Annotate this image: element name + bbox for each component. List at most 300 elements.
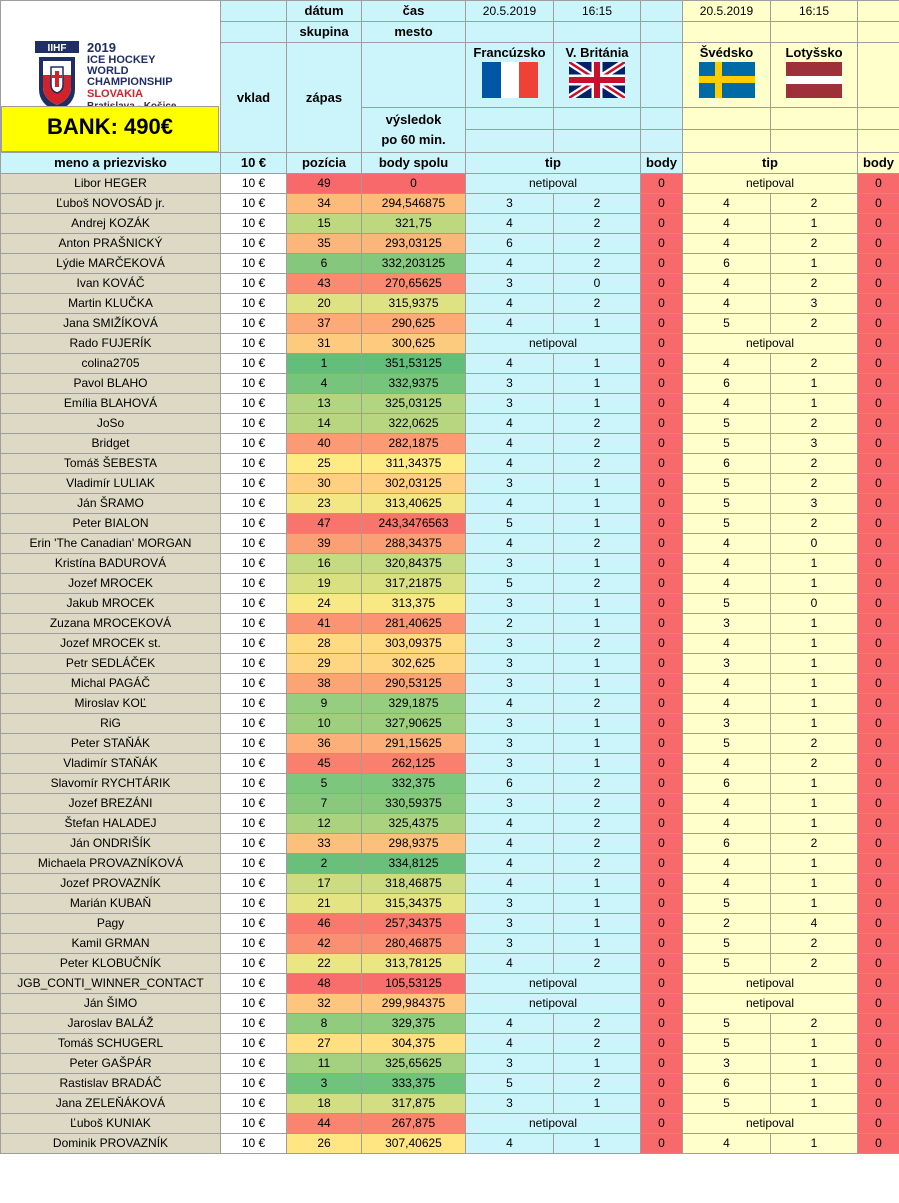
game1-tip-home: 4 (466, 214, 554, 234)
game2-tip-away: 1 (771, 374, 858, 394)
game2-tip-away: 1 (771, 1094, 858, 1114)
game1-tip-away: 2 (554, 794, 641, 814)
table-row (1, 474, 899, 494)
game1-tip-home: 4 (466, 314, 554, 334)
game2-tip-home: 4 (683, 694, 771, 714)
stake-cell: 10 € (221, 994, 287, 1014)
game1-points: 0 (641, 254, 683, 274)
total-points-cell: 321,75 (362, 214, 466, 234)
table-row (1, 494, 899, 514)
game1-tip-home: 3 (466, 934, 554, 954)
spacer (554, 129, 641, 152)
game2-points: 0 (858, 234, 899, 254)
game1-tip-home: 3 (466, 274, 554, 294)
position-cell: 48 (287, 974, 362, 994)
total-points-cell: 332,375 (362, 774, 466, 794)
game2-tip-away: 1 (771, 574, 858, 594)
position-cell: 20 (287, 294, 362, 314)
game1-tip-home: 4 (466, 254, 554, 274)
game2-tip-away: 3 (771, 294, 858, 314)
game1-points: 0 (641, 814, 683, 834)
game2-home-label: Švédsko (699, 45, 754, 60)
game2-tip-away: 1 (771, 394, 858, 414)
game1-tip-home: 3 (466, 474, 554, 494)
game2-points: 0 (858, 634, 899, 654)
game2-time: 16:15 (771, 1, 858, 22)
game2-points: 0 (858, 174, 899, 194)
participant-name: Petr SEDLÁČEK (1, 654, 221, 674)
stake-cell: 10 € (221, 474, 287, 494)
total-points-cell: 243,3476563 (362, 514, 466, 534)
participant-name: Libor HEGER (1, 174, 221, 194)
game2-blank (858, 1, 899, 22)
position-cell: 45 (287, 754, 362, 774)
game2-points: 0 (858, 1034, 899, 1054)
table-row (1, 674, 899, 694)
game1-tip-away: 2 (554, 534, 641, 554)
table-row (1, 734, 899, 754)
game1-tip-away: 2 (554, 774, 641, 794)
total-points-cell: 320,84375 (362, 554, 466, 574)
total-points-cell: 315,9375 (362, 294, 466, 314)
game1-tip-away: 1 (554, 894, 641, 914)
table-row (1, 214, 899, 234)
latvia-flag-icon (786, 62, 842, 98)
game1-points: 0 (641, 234, 683, 254)
total-points-cell: 294,546875 (362, 194, 466, 214)
participant-name: Tomáš SCHUGERL (1, 1034, 221, 1054)
participant-name: Jozef MROCEK st. (1, 634, 221, 654)
game2-tip-home: 4 (683, 194, 771, 214)
position-cell: 2 (287, 854, 362, 874)
table-row (1, 294, 899, 314)
stake-cell: 10 € (221, 674, 287, 694)
stake-cell: 10 € (221, 894, 287, 914)
game2-tip-away: 2 (771, 354, 858, 374)
table-row (1, 894, 899, 914)
total-points-cell: 325,03125 (362, 394, 466, 414)
game2-tip-home: 2 (683, 914, 771, 934)
game1-tip-away: 1 (554, 754, 641, 774)
game1-points: 0 (641, 434, 683, 454)
participant-name: Ján ŠIMO (1, 994, 221, 1014)
position-cell: 36 (287, 734, 362, 754)
game2-tip-away: 0 (771, 534, 858, 554)
total-points-cell: 333,375 (362, 1074, 466, 1094)
game1-points: 0 (641, 994, 683, 1014)
total-points-cell: 317,21875 (362, 574, 466, 594)
game2-points: 0 (858, 334, 899, 354)
game1-tip-home: 5 (466, 574, 554, 594)
table-row (1, 634, 899, 654)
game2-points: 0 (858, 574, 899, 594)
participant-name: Bridget (1, 434, 221, 454)
stake-cell: 10 € (221, 874, 287, 894)
position-cell: 31 (287, 334, 362, 354)
game1-points: 0 (641, 1054, 683, 1074)
participant-name: Ivan KOVÁČ (1, 274, 221, 294)
header-pozicia: pozícia (287, 153, 362, 174)
game1-tip-away: 2 (554, 694, 641, 714)
position-cell: 14 (287, 414, 362, 434)
game2-points: 0 (858, 534, 899, 554)
total-points-cell: 313,78125 (362, 954, 466, 974)
game2-result-home (683, 108, 771, 130)
participant-name: Peter STAŇÁK (1, 734, 221, 754)
position-cell: 18 (287, 1094, 362, 1114)
participant-name: Jana ZELEŇÁKOVÁ (1, 1094, 221, 1114)
stake-cell: 10 € (221, 714, 287, 734)
game2-points: 0 (858, 274, 899, 294)
game1-result-home (466, 108, 554, 130)
position-cell: 22 (287, 954, 362, 974)
table-row (1, 574, 899, 594)
game2-tip-away: 1 (771, 634, 858, 654)
game1-tip-home: 3 (466, 1054, 554, 1074)
game1-tip-home: 3 (466, 794, 554, 814)
participant-name: Martin KLUČKA (1, 294, 221, 314)
game2-home-team (683, 43, 771, 108)
game1-points: 0 (641, 754, 683, 774)
game2-tip-away: 1 (771, 614, 858, 634)
stake-cell: 10 € (221, 314, 287, 334)
game2-points: 0 (858, 1014, 899, 1034)
total-points-cell: 329,375 (362, 1014, 466, 1034)
stake-cell: 10 € (221, 1034, 287, 1054)
table-row (1, 754, 899, 774)
table-row (1, 854, 899, 874)
bank-banner: BANK: 490€ (1, 106, 219, 152)
position-cell: 12 (287, 814, 362, 834)
game2-tip-away: 1 (771, 1034, 858, 1054)
game2-tip-away: 1 (771, 654, 858, 674)
header-zapas: zápas (287, 43, 362, 153)
stake-cell: 10 € (221, 294, 287, 314)
blank-cell (362, 43, 466, 108)
game1-points: 0 (641, 494, 683, 514)
game1-points: 0 (641, 834, 683, 854)
total-points-cell: 325,4375 (362, 814, 466, 834)
game1-result-away (554, 108, 641, 130)
position-cell: 11 (287, 1054, 362, 1074)
game1-tip-away: 2 (554, 194, 641, 214)
table-row (1, 714, 899, 734)
game1-tip-away: 2 (554, 234, 641, 254)
participant-name: Pavol BLAHO (1, 374, 221, 394)
game1-tip-home: 3 (466, 914, 554, 934)
game1-points: 0 (641, 1034, 683, 1054)
stake-cell: 10 € (221, 254, 287, 274)
table-row (1, 794, 899, 814)
game2-tip-home: 4 (683, 394, 771, 414)
game2-tip-home: 4 (683, 754, 771, 774)
game1-tip-away: 2 (554, 1014, 641, 1034)
table-row (1, 174, 899, 194)
game1-tip-home: 3 (466, 194, 554, 214)
game1-blank (641, 1, 683, 22)
game2-tip-away: 1 (771, 874, 858, 894)
game2-points: 0 (858, 614, 899, 634)
participant-name: Andrej KOZÁK (1, 214, 221, 234)
game2-points: 0 (858, 894, 899, 914)
stake-cell: 10 € (221, 934, 287, 954)
game2-points: 0 (858, 394, 899, 414)
participant-name: JGB_CONTI_WINNER_CONTACT (1, 974, 221, 994)
stake-cell: 10 € (221, 634, 287, 654)
game2-tip-away: 2 (771, 474, 858, 494)
participant-name: Jozef MROCEK (1, 574, 221, 594)
spacer (641, 129, 683, 152)
game2-tip-home: 5 (683, 494, 771, 514)
game1-tip-home: 4 (466, 354, 554, 374)
game2-points: 0 (858, 874, 899, 894)
position-cell: 8 (287, 1014, 362, 1034)
stake-cell: 10 € (221, 914, 287, 934)
game1-tip-away: 1 (554, 714, 641, 734)
game2-tip-home: 4 (683, 274, 771, 294)
game1-no-tip: netipoval (466, 994, 641, 1014)
game2-tip-home: 5 (683, 894, 771, 914)
table-row (1, 1014, 899, 1034)
stake-cell: 10 € (221, 734, 287, 754)
game1-blank-2 (466, 22, 554, 43)
total-points-cell: 300,625 (362, 334, 466, 354)
game1-points: 0 (641, 1074, 683, 1094)
game1-blank-3 (554, 22, 641, 43)
game1-tip-home: 3 (466, 1094, 554, 1114)
stake-cell: 10 € (221, 1014, 287, 1034)
game2-points: 0 (858, 914, 899, 934)
game1-points: 0 (641, 854, 683, 874)
game2-points: 0 (858, 514, 899, 534)
participant-name: Marián KUBAŇ (1, 894, 221, 914)
game1-points: 0 (641, 554, 683, 574)
game2-tip-home: 3 (683, 654, 771, 674)
game1-tip-away: 1 (554, 594, 641, 614)
game1-tip-away: 2 (554, 814, 641, 834)
game2-tip-away: 2 (771, 834, 858, 854)
stake-cell: 10 € (221, 1134, 287, 1154)
game2-points: 0 (858, 674, 899, 694)
game1-tip-home: 2 (466, 614, 554, 634)
position-cell: 37 (287, 314, 362, 334)
game2-points: 0 (858, 1094, 899, 1114)
stake-cell: 10 € (221, 534, 287, 554)
stake-cell: 10 € (221, 574, 287, 594)
game1-tip-home: 4 (466, 1134, 554, 1154)
total-points-cell: 0 (362, 174, 466, 194)
game1-points: 0 (641, 354, 683, 374)
game2-tip-away: 2 (771, 754, 858, 774)
game1-tip-home: 3 (466, 714, 554, 734)
game2-tip-home: 4 (683, 634, 771, 654)
game2-tip-home: 5 (683, 474, 771, 494)
game1-tip-home: 3 (466, 374, 554, 394)
game2-tip-away: 1 (771, 694, 858, 714)
participant-name: Kamil GRMAN (1, 934, 221, 954)
stake-cell: 10 € (221, 394, 287, 414)
game1-tip-home: 4 (466, 454, 554, 474)
header-mesto: mesto (362, 22, 466, 43)
participant-name: Ján ONDRIŠÍK (1, 834, 221, 854)
participant-name: Peter GAŠPÁR (1, 1054, 221, 1074)
header-skupina: skupina (287, 22, 362, 43)
game1-points: 0 (641, 914, 683, 934)
game2-tip-home: 5 (683, 1014, 771, 1034)
total-points-cell: 351,53125 (362, 354, 466, 374)
game1-tip-away: 1 (554, 914, 641, 934)
game1-tip-away: 2 (554, 214, 641, 234)
game2-tip-away: 0 (771, 594, 858, 614)
game1-points: 0 (641, 274, 683, 294)
stake-cell: 10 € (221, 814, 287, 834)
stake-cell: 10 € (221, 554, 287, 574)
position-cell: 19 (287, 574, 362, 594)
game1-tip-away: 1 (554, 354, 641, 374)
position-cell: 40 (287, 434, 362, 454)
game2-points: 0 (858, 1074, 899, 1094)
iihf-mark: IIHF (47, 42, 67, 54)
game2-points: 0 (858, 654, 899, 674)
participant-name: Štefan HALADEJ (1, 814, 221, 834)
game2-tip-home: 4 (683, 354, 771, 374)
stake-cell: 10 € (221, 274, 287, 294)
participant-name: Ľuboš KUNIAK (1, 1114, 221, 1134)
header-tip-game2: tip (683, 153, 858, 174)
participant-name: Ľuboš NOVOSÁD jr. (1, 194, 221, 214)
game1-points: 0 (641, 634, 683, 654)
total-points-cell: 325,65625 (362, 1054, 466, 1074)
table-row (1, 694, 899, 714)
position-cell: 25 (287, 454, 362, 474)
table-row (1, 1074, 899, 1094)
game1-points: 0 (641, 934, 683, 954)
participant-name: Zuzana MROCEKOVÁ (1, 614, 221, 634)
game2-points: 0 (858, 754, 899, 774)
table-row (1, 194, 899, 214)
game2-tip-home: 6 (683, 834, 771, 854)
position-cell: 6 (287, 254, 362, 274)
position-cell: 3 (287, 1074, 362, 1094)
game2-no-tip: netipoval (683, 994, 858, 1014)
game1-tip-home: 4 (466, 834, 554, 854)
total-points-cell: 280,46875 (362, 934, 466, 954)
participant-name: Jozef PROVAZNÍK (1, 874, 221, 894)
game2-no-tip: netipoval (683, 1114, 858, 1134)
stake-cell: 10 € (221, 1074, 287, 1094)
game1-tip-away: 2 (554, 834, 641, 854)
header-body-game1: body (641, 153, 683, 174)
game1-points: 0 (641, 974, 683, 994)
total-points-cell: 299,984375 (362, 994, 466, 1014)
game1-points: 0 (641, 534, 683, 554)
table-row (1, 954, 899, 974)
table-row (1, 654, 899, 674)
game2-points: 0 (858, 834, 899, 854)
game1-tip-away: 1 (554, 674, 641, 694)
header-vysledok (362, 108, 466, 153)
game2-tip-away: 1 (771, 794, 858, 814)
table-row (1, 834, 899, 854)
game1-tip-home: 4 (466, 694, 554, 714)
game2-points: 0 (858, 1054, 899, 1074)
table-row (1, 1034, 899, 1054)
table-row (1, 874, 899, 894)
position-cell: 33 (287, 834, 362, 854)
game2-tip-away: 1 (771, 1134, 858, 1154)
game1-points: 0 (641, 674, 683, 694)
total-points-cell: 105,53125 (362, 974, 466, 994)
game1-points: 0 (641, 614, 683, 634)
game2-tip-home: 4 (683, 854, 771, 874)
position-cell: 29 (287, 654, 362, 674)
table-row (1, 1134, 899, 1154)
total-points-cell: 303,09375 (362, 634, 466, 654)
total-points-cell: 293,03125 (362, 234, 466, 254)
table-row (1, 274, 899, 294)
game2-tip-home: 4 (683, 794, 771, 814)
game2-points: 0 (858, 954, 899, 974)
position-cell: 35 (287, 234, 362, 254)
total-points-cell: 327,90625 (362, 714, 466, 734)
position-cell: 16 (287, 554, 362, 574)
game1-tip-home: 4 (466, 294, 554, 314)
stake-cell: 10 € (221, 594, 287, 614)
game1-tip-away: 2 (554, 1034, 641, 1054)
table-row (1, 614, 899, 634)
game1-blank-4 (641, 22, 683, 43)
stake-cell: 10 € (221, 434, 287, 454)
game2-tip-away: 2 (771, 954, 858, 974)
participant-name: Rado FUJERÍK (1, 334, 221, 354)
position-cell: 46 (287, 914, 362, 934)
stake-cell: 10 € (221, 414, 287, 434)
game1-points: 0 (641, 1114, 683, 1134)
header-tip-game1: tip (466, 153, 641, 174)
game2-tip-home: 4 (683, 534, 771, 554)
participant-name: JoSo (1, 414, 221, 434)
game1-points: 0 (641, 694, 683, 714)
position-cell: 5 (287, 774, 362, 794)
header-body-spolu: body spolu (362, 153, 466, 174)
stake-cell: 10 € (221, 234, 287, 254)
stake-cell: 10 € (221, 794, 287, 814)
header-meno: meno a priezvisko (1, 153, 221, 174)
participant-name: Peter KLOBUČNÍK (1, 954, 221, 974)
header-cas: čas (362, 1, 466, 22)
game2-tip-home: 4 (683, 874, 771, 894)
game1-tip-away: 2 (554, 414, 641, 434)
table-row (1, 354, 899, 374)
game1-tip-home: 3 (466, 754, 554, 774)
game1-tip-away: 1 (554, 874, 641, 894)
game2-tip-away: 3 (771, 434, 858, 454)
total-points-cell: 262,125 (362, 754, 466, 774)
participant-name: Jana SMIŽÍKOVÁ (1, 314, 221, 334)
stake-cell: 10 € (221, 614, 287, 634)
game1-tip-away: 1 (554, 494, 641, 514)
participant-name: Slavomír RYCHTÁRIK (1, 774, 221, 794)
game1-tip-home: 5 (466, 1074, 554, 1094)
stake-cell: 10 € (221, 1054, 287, 1074)
game2-tip-home: 5 (683, 314, 771, 334)
game1-tip-away: 1 (554, 1094, 641, 1114)
participant-name: Erin 'The Canadian' MORGAN (1, 534, 221, 554)
game2-points: 0 (858, 474, 899, 494)
game1-tip-home: 3 (466, 594, 554, 614)
game1-tip-home: 4 (466, 1014, 554, 1034)
participant-name: Peter BIALON (1, 514, 221, 534)
